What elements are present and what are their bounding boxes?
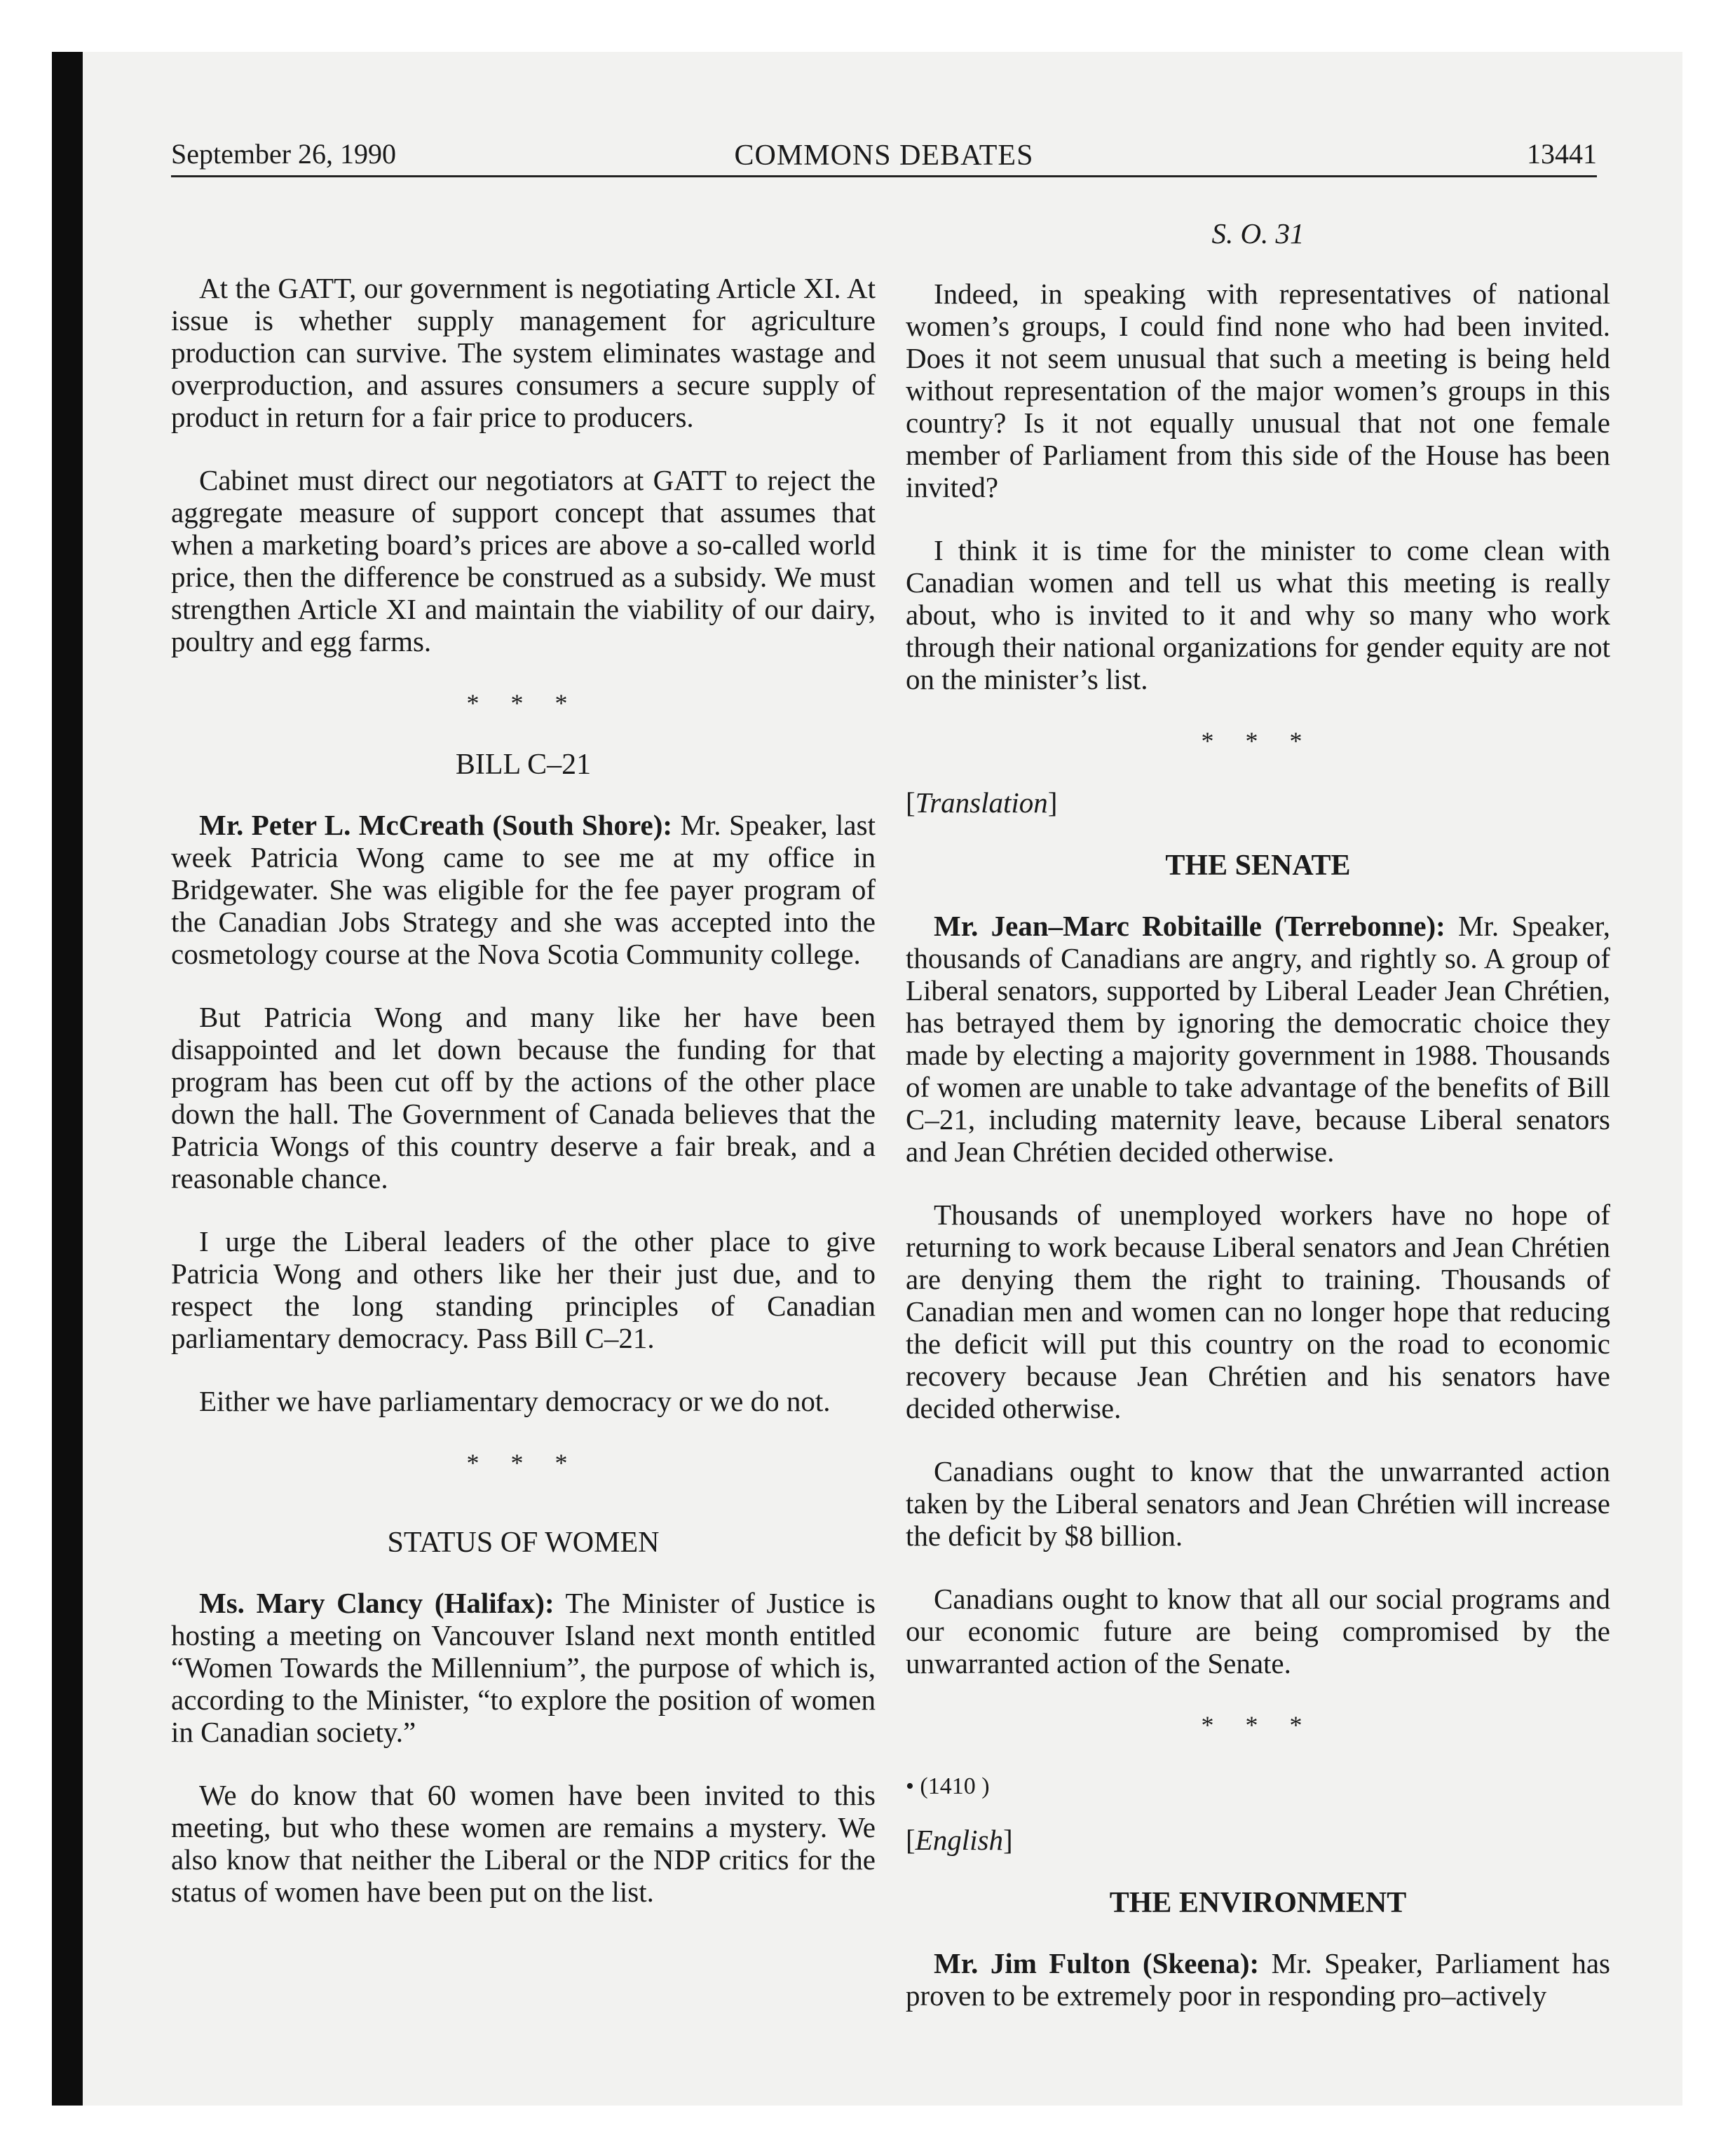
paragraph: Canadians ought to know that the unwarranted action taken by the Liberal senators and Jean Chrétien will increase the deficit by $8 billion.: [906, 1455, 1610, 1552]
right-column: [906, 210, 1610, 2042]
section-separator: * * *: [1201, 1711, 1315, 1739]
speaker-name: Mr. Peter L. McCreath (South Shore):: [199, 809, 673, 841]
section-heading: BILL C–21: [455, 749, 592, 781]
section-separator: * * *: [1201, 727, 1315, 755]
paragraph: [171, 1587, 876, 1748]
section-heading: THE SENATE: [1165, 850, 1351, 882]
section-separator: * * *: [466, 1449, 580, 1477]
paragraph: We do know that 60 women have been invited to this meeting, but who these women are remains a mystery. We also know that neither the Liberal or the NDP critics for the status of women have been put on the list.: [171, 1779, 876, 1908]
scan-edge: [52, 52, 83, 2106]
paragraph-text: Mr. Speaker, Parliament has proven to be extremely poor in responding pro–actively: [906, 1947, 1610, 2012]
header-rule: [171, 175, 1597, 177]
paragraph: I think it is time for the minister to come clean with Canadian women and tell us what this meeting is really about, who is invited to it and why so many who work through their national organizations for gender equity are not on the minister’s list.: [906, 534, 1610, 695]
paragraph: Indeed, in speaking with representatives of national women’s groups, I could find none who had been invited. Does it not seem unusual that such a meeting is being held without representation of the major women’s groups in this country? Is it not equally unusual that not one female member of Parliament from this side of the House has been invited?: [906, 278, 1610, 503]
paragraph: [171, 809, 876, 970]
paragraph-text: Mr. Speaker, last week Patricia Wong came to see me at my office in Bridgewater. She was eligible for the fee payer program of the Canadian Jobs Strategy and she was accepted into the cosmetology course at the Nova Scotia Community college.: [171, 809, 876, 970]
page-number: 13441: [1527, 138, 1597, 170]
language-label: English: [915, 1824, 1003, 1856]
speaker-name: Mr. Jim Fulton (Skeena):: [934, 1947, 1260, 1979]
speaker-name: Ms. Mary Clancy (Halifax):: [199, 1587, 554, 1619]
language-marker: [Translation]: [906, 786, 1058, 819]
language-marker: [English]: [906, 1824, 1013, 1856]
paragraph: Canadians ought to know that all our social programs and our economic future are being compromised by the unwarranted action of the Senate.: [906, 1583, 1610, 1679]
header-date: September 26, 1990: [171, 138, 397, 170]
section-heading: STATUS OF WOMEN: [387, 1527, 660, 1559]
paragraph: [906, 910, 1610, 1168]
paragraph-text: Mr. Speaker, thousands of Canadians are angry, and rightly so. A group of Liberal senators, supported by Liberal Leader Jean Chrétien, has betrayed them by ignoring the democratic choice they made by electing a majority government in 1988. Thousands of women are unable to take advantage of the benefits of Bill C–21, including maternity leave, because Liberal senators and Jean Chrétien decided otherwise.: [906, 910, 1610, 1168]
running-header: [171, 133, 1597, 175]
paragraph: I urge the Liberal leaders of the other place to give Patricia Wong and others like her their just due, and to respect the long standing principles of Canadian parliamentary democracy. Pass Bill C–21.: [171, 1225, 876, 1354]
paragraph: Either we have parliamentary democracy or we do not.: [199, 1385, 831, 1417]
section-heading: THE ENVIRONMENT: [1109, 1887, 1407, 1919]
standing-order-label: S. O. 31: [1211, 217, 1305, 250]
speaker-name: Mr. Jean–Marc Robitaille (Terrebonne):: [934, 910, 1445, 942]
paragraph: At the GATT, our government is negotiating Article XI. At issue is whether supply management for agriculture production can survive. The system eliminates wastage and overproduction, and assures consumers a secure supply of product in return for a fair price to producers.: [171, 272, 876, 433]
section-separator: * * *: [466, 689, 580, 717]
paragraph: [906, 1947, 1610, 2012]
paragraph: Thousands of unemployed workers have no hope of returning to work because Liberal senators and Jean Chrétien are denying them the right to training. Thousands of Canadian men and women can no longer hope that reducing the deficit will put this country on the road to economic recovery because Jean Chrétien and his senators have decided otherwise.: [906, 1199, 1610, 1424]
paragraph: Cabinet must direct our negotiators at GATT to reject the aggregate measure of support concept that assumes that when a marketing board’s prices are above a so-called world price, then the difference be construed as a subsidy. We must strengthen Article XI and maintain the viability of our dairy, poultry and egg farms.: [171, 464, 876, 657]
language-label: Translation: [915, 786, 1048, 819]
time-marker: • (1410 ): [906, 1773, 990, 1799]
left-column: [171, 210, 876, 1939]
paragraph: But Patricia Wong and many like her have been disappointed and let down because the funding for that program has been cut off by the actions of the other place down the hall. The Government of Canada believes that the Patricia Wongs of this country deserve a fair break, and a reasonable chance.: [171, 1001, 876, 1194]
paragraph-text: The Minister of Justice is hosting a meeting on Vancouver Island next month entitled “Women Towards the Millennium”, the purpose of which is, according to the Minister, “to explore the position of women in Canadian society.”: [171, 1587, 876, 1748]
header-title: COMMONS DEBATES: [734, 139, 1034, 172]
